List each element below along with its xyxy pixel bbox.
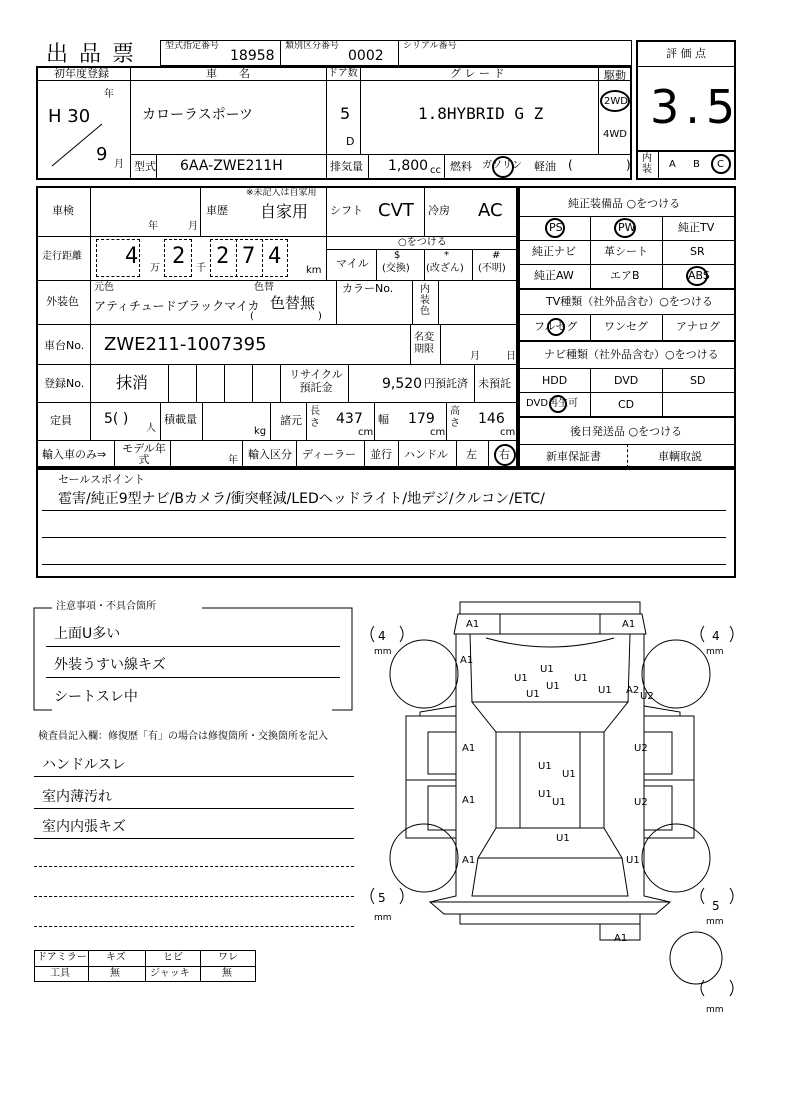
color-label: 外装色 — [46, 295, 79, 308]
inspector-label: 検査員記入欄：修復歴「有」の場合は修復箇所・交換箇所を記入 — [38, 731, 328, 742]
tools-header-3: ヒビ — [163, 952, 183, 963]
equipment-title: 純正装備品 ○をつける — [568, 197, 681, 210]
mark-fender-r: A2 — [626, 685, 640, 696]
model-year-label: モデル年式 — [122, 442, 166, 466]
equip-pw: PW — [618, 221, 636, 234]
history-label: 車歴 — [206, 204, 228, 217]
equip-sr: SR — [690, 245, 705, 258]
grade-value: 1.8HYBRID G Z — [418, 104, 544, 123]
class-label: 類別区分番号 — [285, 41, 340, 51]
mileage-d3: 2 — [216, 244, 230, 269]
tools-value-3: ジャッキ — [150, 968, 190, 979]
door-suffix: D — [346, 135, 355, 148]
shift-label: シフト — [330, 204, 363, 217]
capacity-label: 定員 — [50, 414, 72, 427]
name-change-month: 月 — [470, 351, 480, 362]
load-label: 積載量 — [164, 413, 197, 426]
fuel-label: 燃料 — [450, 160, 472, 173]
equip-tv: 純正TV — [678, 221, 715, 234]
displacement-value: 1,800 — [388, 158, 429, 174]
ac-label: 冷房 — [428, 204, 450, 217]
drive-2wd-circle — [600, 90, 630, 112]
interior-b: B — [693, 159, 700, 170]
altered-symbol: * — [444, 250, 449, 261]
serial-label: シリアル番号 — [403, 41, 457, 51]
mark-trunk: U1 — [556, 833, 570, 844]
equip-leather: 革シート — [604, 245, 648, 258]
door-value: 5 — [340, 104, 351, 123]
score-value: 3.5 — [650, 80, 742, 134]
mark-fender-r2: U2 — [640, 691, 654, 702]
person-unit: 人 — [146, 423, 156, 434]
mark-front-bumper-l: A1 — [466, 619, 480, 630]
tools-value-1: 工具 — [50, 968, 70, 979]
tv-fullseg: フルセグ — [534, 320, 578, 333]
tv-analog: アナログ — [676, 320, 720, 333]
handle-label: ハンドル — [404, 448, 448, 461]
repaint-paren-close: ) — [318, 311, 322, 322]
shift-value: CVT — [378, 200, 414, 221]
navi-cd: CD — [618, 398, 635, 411]
equip-navi: 純正ナビ — [532, 245, 576, 258]
length-value: 437 — [336, 411, 363, 427]
mileage-d4: 7 — [242, 244, 256, 269]
height-label: 高さ — [450, 406, 460, 429]
class-value: 0002 — [348, 48, 384, 64]
inspector-line-3: 室内内張キズ — [42, 819, 126, 835]
page-title: 出 品 票 — [46, 42, 136, 67]
shaken-month-unit: 月 — [188, 221, 198, 232]
mark-roof-4: U1 — [552, 797, 566, 808]
mark-quarter-l: A1 — [462, 855, 476, 866]
width-cm: cm — [430, 427, 446, 438]
name-change-label: 名変期限 — [414, 332, 434, 355]
import-dealer: ディーラー — [302, 448, 357, 461]
unknown-symbol: # — [492, 250, 501, 261]
recycle-label: リサイクル預託金 — [289, 368, 343, 394]
note-line-3: シートスレ中 — [54, 689, 138, 705]
altered-label: (改ざん) — [426, 263, 464, 274]
navi-hdd: HDD — [542, 374, 568, 387]
length-cm: cm — [358, 427, 374, 438]
interior-a: A — [669, 159, 676, 170]
model-cert-label: 型式指定番号 — [165, 41, 220, 51]
displacement-label: 排気量 — [330, 160, 363, 173]
mark-door-fr: U2 — [634, 743, 648, 754]
chassis-value: ZWE211-1007395 — [104, 334, 267, 355]
exchange-label: (交換) — [382, 263, 410, 274]
mark-door-rr: U2 — [634, 797, 648, 808]
later-manual: 車輌取説 — [658, 450, 702, 463]
mark-roof-3: U1 — [538, 789, 552, 800]
mileage-mark-note: ○をつける — [398, 237, 447, 248]
repaint-paren-open: ( — [250, 311, 254, 322]
mileage-mile: マイル — [336, 257, 369, 270]
car-name: カローラスポーツ — [142, 107, 254, 123]
recycle-value: 9,520 — [382, 376, 423, 392]
equip-airbag: エアB — [610, 269, 640, 282]
mileage-d2: 2 — [172, 244, 186, 269]
import-label: 輸入車のみ⇒ — [42, 448, 107, 461]
capacity-value: 5( ) — [104, 411, 129, 427]
color-no-label: カラーNo. — [342, 282, 394, 295]
first-reg-era: H 30 — [48, 106, 91, 127]
chassis-label: 車台No. — [44, 339, 85, 352]
inspector-line-1: ハンドルスレ — [42, 757, 126, 773]
mark-rear-bumper: A1 — [614, 933, 628, 944]
mark-hood-3: U1 — [574, 673, 588, 684]
shaken-year-unit: 年 — [148, 221, 158, 232]
tread-rr: 5 — [712, 899, 720, 913]
mark-door-fl: A1 — [462, 743, 476, 754]
mileage-sen: 千 — [196, 263, 206, 274]
mark-roof-2: U1 — [562, 769, 576, 780]
import-parallel: 並行 — [370, 448, 392, 461]
note-line-2: 外装うすい線キズ — [54, 657, 166, 673]
year-unit: 年 — [104, 89, 114, 100]
first-reg-label: 初年度登録 — [54, 67, 109, 80]
unknown-label: (不明) — [478, 263, 506, 274]
mark-fender-l: A1 — [460, 655, 474, 666]
mileage-d1: 4 — [125, 244, 139, 269]
navi-dvd-play: DVD再生可 — [526, 398, 579, 409]
spare-mm: mm — [706, 1005, 724, 1015]
drive-label: 駆動 — [604, 69, 626, 82]
model-year-unit: 年 — [228, 455, 238, 466]
interior-label: 内装 — [642, 153, 652, 175]
registration-label: 登録No. — [44, 377, 85, 390]
tv-title: TV種類（社外品含む）○をつける — [546, 295, 713, 308]
height-cm: cm — [500, 427, 516, 438]
tread-rr-mm: mm — [706, 917, 724, 927]
mark-quarter-r: U1 — [626, 855, 640, 866]
equip-ps-circle — [545, 218, 565, 238]
exchange-symbol: $ — [394, 250, 401, 261]
sales-point-label: セールスポイント — [58, 473, 146, 486]
tread-rl: 5 — [378, 891, 386, 905]
length-label: 長さ — [310, 406, 320, 429]
drive-4wd: 4WD — [603, 129, 627, 140]
recycle-status: 円預託済 — [424, 377, 468, 390]
mileage-man: 万 — [150, 263, 160, 274]
model-type: 6AA-ZWE211H — [180, 158, 283, 174]
fuel-gasoline: ガソリン — [482, 160, 522, 171]
width-value: 179 — [408, 411, 435, 427]
model-cert-value: 18958 — [230, 48, 275, 64]
fuel-diesel: 軽油 — [534, 160, 556, 173]
interior-color-label: 内装色 — [420, 284, 430, 317]
tools-value-4: 無 — [222, 968, 232, 979]
grade-label: グ レ ー ド — [450, 67, 505, 80]
cc-unit: cc — [430, 165, 441, 176]
navi-sd: SD — [690, 374, 706, 387]
tread-fr: 4 — [712, 629, 720, 643]
name-change-day: 日 — [506, 351, 516, 362]
equip-pw-circle — [614, 218, 636, 238]
mark-hood-1: U1 — [540, 664, 554, 675]
shaken-label: 車検 — [52, 204, 74, 217]
mark-roof-1: U1 — [538, 761, 552, 772]
later-title: 後日発送品 ○をつける — [570, 425, 683, 438]
fuel-other-open: ( — [568, 158, 573, 172]
car-diagram — [360, 596, 740, 1036]
history-note: ※未記入は自家用 — [246, 188, 317, 198]
mileage-km: km — [306, 265, 322, 276]
tools-header-4: ワレ — [218, 952, 238, 963]
tread-fl-mm: mm — [374, 647, 392, 657]
interior-c: C — [717, 159, 724, 170]
width-label: 幅 — [378, 413, 389, 426]
dims-label: 諸元 — [280, 414, 302, 427]
month-unit: 月 — [114, 159, 124, 170]
mileage-label: 走行距離 — [42, 251, 82, 262]
mark-hood-4: U1 — [546, 681, 560, 692]
equip-ps: PS — [549, 221, 563, 234]
mileage-d5: 4 — [268, 244, 282, 269]
door-label: ドア数 — [328, 68, 358, 79]
tv-fullseg-circle — [547, 318, 565, 336]
mark-front-bumper-r: A1 — [622, 619, 636, 630]
mark-hood-5: U1 — [526, 689, 540, 700]
handle-right-circle — [494, 444, 516, 466]
navi-dvd: DVD — [614, 374, 639, 387]
note-line-1: 上面U多い — [54, 626, 121, 642]
model-type-label: 型式 — [134, 160, 156, 173]
score-label: 評 価 点 — [666, 47, 706, 60]
history-value: 自家用 — [260, 202, 309, 221]
mark-door-rl: A1 — [462, 795, 476, 806]
navi-title: ナビ種類（社外品含む）○をつける — [544, 348, 719, 361]
fuel-gasoline-circle — [492, 156, 514, 178]
import-type-label: 輸入区分 — [248, 448, 292, 461]
sales-point-text: 雹害/純正9型ナビ/Bカメラ/衝突軽減/LEDヘッドライト/地デジ/クルコン/ETC/ — [58, 491, 545, 507]
mark-hood-6: U1 — [598, 685, 612, 696]
mark-hood-2: U1 — [514, 673, 528, 684]
equip-abs: ABS — [688, 269, 710, 282]
handle-left: 左 — [466, 448, 477, 461]
tv-oneseg: ワンセグ — [604, 320, 648, 333]
tread-fr-mm: mm — [706, 647, 724, 657]
notes-label: 注意事項・不具合箇所 — [56, 601, 156, 612]
equip-aw: 純正AW — [534, 269, 574, 282]
navi-dvd-play-circle — [549, 395, 567, 413]
fuel-other-close: ) — [626, 158, 631, 172]
tools-value-2: 無 — [110, 968, 120, 979]
ac-value: AC — [478, 200, 503, 221]
first-reg-month: 9 — [96, 144, 108, 165]
tools-header-2: キズ — [106, 952, 126, 963]
recycle-unpaid: 未預託 — [478, 377, 511, 390]
original-color: アティチュードブラックマイカ — [94, 299, 260, 313]
load-kg: kg — [254, 426, 267, 437]
interior-c-circle — [711, 154, 731, 174]
original-color-label: 元色 — [94, 282, 114, 293]
repaint-label: 色替 — [254, 282, 274, 293]
handle-right: 右 — [499, 448, 510, 461]
inspector-line-2: 室内薄汚れ — [42, 789, 112, 805]
repaint-value: 色替無 — [270, 294, 316, 312]
tread-rl-mm: mm — [374, 913, 392, 923]
car-name-label: 車 名 — [206, 67, 250, 80]
registration-value: 抹消 — [116, 373, 149, 392]
height-value: 146 — [478, 411, 505, 427]
tools-header-1: ドアミラー — [37, 952, 87, 963]
tread-fl: 4 — [378, 629, 386, 643]
later-warranty: 新車保証書 — [546, 450, 601, 463]
equip-abs-circle — [686, 266, 708, 286]
drive-2wd: 2WD — [604, 96, 628, 107]
